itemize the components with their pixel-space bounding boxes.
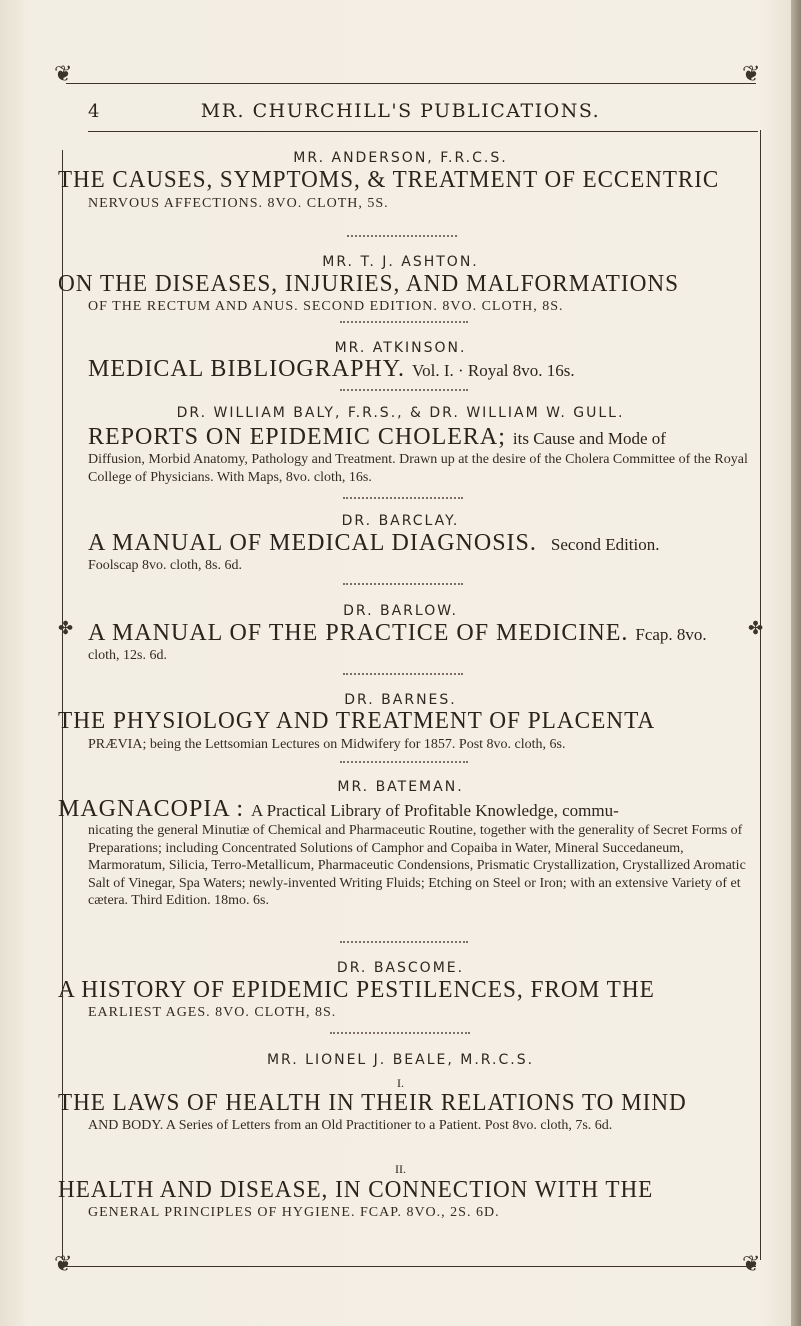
side-ornament-icon: ✤ xyxy=(748,618,764,639)
entry-author: DR. BARCLAY. xyxy=(341,513,460,529)
top-frame-rule xyxy=(66,83,756,84)
entry-author: DR. BASCOME. xyxy=(336,960,465,976)
entry-author: MR. ATKINSON. xyxy=(334,340,467,356)
corner-ornament-icon: ❦ xyxy=(54,62,73,87)
separator-flourish xyxy=(343,670,463,675)
corner-ornament-icon: ❦ xyxy=(742,62,761,87)
entry-author: MR. BATEMAN. xyxy=(337,779,464,795)
corner-ornament-icon: ❦ xyxy=(54,1252,73,1277)
entry-title: REPORTS ON EPIDEMIC CHOLERA; its Cause and Mode of xyxy=(88,424,666,450)
entry-numeral: II. xyxy=(395,1162,406,1176)
entry-title: THE LAWS OF HEALTH IN THEIR RELATIONS TO MIND xyxy=(58,1090,687,1116)
separator-flourish xyxy=(343,580,463,585)
entry-description: OF THE RECTUM AND ANUS. SECOND EDITION. 8VO. CLOTH, 8S. xyxy=(88,299,564,314)
entry-description: nicating the general Minutiæ of Chemical and Pharmaceutic Routine, together with the generality of Secret Forms of Preparations; including Concentrated Solutions of Camphor and Copaiba in Water, Mineral Succedaneum, Marmoratum, Silicia, Terro-Metallicum, Pharmaceutic Condensions, Prismatic Crystallization, Crystallized Aromatic Salt of Vinegar, Spa Waters; newly-invented Writing Fluids; Etching on Steel or Iron; with an extensive Variety of et cætera. Third Edition. 18mo. 6s. xyxy=(88,823,746,908)
entry-title: MEDICAL BIBLIOGRAPHY. Vol. I. · Royal 8vo. 16s. xyxy=(88,356,575,382)
entry-author: MR. T. J. ASHTON. xyxy=(322,254,479,270)
entry-title: A HISTORY OF EPIDEMIC PESTILENCES, FROM THE xyxy=(58,977,655,1003)
separator-flourish xyxy=(340,938,468,943)
entry-title: A MANUAL OF MEDICAL DIAGNOSIS. Second Edition. xyxy=(88,530,660,556)
entry-title: MAGNACOPIA : A Practical Library of Profitable Knowledge, commu- xyxy=(58,796,619,822)
entry-author: DR. BARNES. xyxy=(344,692,457,708)
entry-title: THE CAUSES, SYMPTOMS, & TREATMENT OF ECCENTRIC xyxy=(58,167,720,193)
separator-flourish xyxy=(330,1029,470,1034)
entry-description: cloth, 12s. 6d. xyxy=(88,648,167,663)
side-ornament-icon: ✤ xyxy=(58,618,74,639)
entry-author: MR. ANDERSON, F.R.C.S. xyxy=(293,150,508,166)
corner-ornament-icon: ❦ xyxy=(742,1252,761,1277)
entry-title: THE PHYSIOLOGY AND TREATMENT OF PLACENTA xyxy=(58,708,656,734)
header-rule xyxy=(88,131,758,132)
separator-flourish xyxy=(343,494,463,499)
entry-description: EARLIEST AGES. 8VO. CLOTH, 8S. xyxy=(88,1005,337,1020)
page-number: 4 xyxy=(88,101,100,122)
running-title: MR. CHURCHILL'S PUBLICATIONS. xyxy=(200,100,601,122)
separator-flourish xyxy=(340,758,468,763)
entry-title: ON THE DISEASES, INJURIES, AND MALFORMATIONS xyxy=(58,271,680,297)
separator-flourish xyxy=(340,386,468,391)
entry-author: MR. LIONEL J. BEALE, M.R.C.S. xyxy=(266,1052,535,1068)
entry-author: DR. WILLIAM BALY, F.R.S., & DR. WILLIAM W. GULL. xyxy=(176,405,625,421)
separator-flourish xyxy=(340,318,468,323)
entry-title: HEALTH AND DISEASE, IN CONNECTION WITH THE xyxy=(58,1177,654,1203)
entry-description: Foolscap 8vo. cloth, 8s. 6d. xyxy=(88,558,242,573)
separator-flourish xyxy=(347,232,457,237)
entry-author: DR. BARLOW. xyxy=(343,603,458,619)
entry-description: Diffusion, Morbid Anatomy, Pathology and Treatment. Drawn up at the desire of the Cholera Committee of the Royal College of Physicians. With Maps, 8vo. cloth, 16s. xyxy=(88,452,748,485)
page-edge xyxy=(791,0,801,1326)
entry-description: GENERAL PRINCIPLES OF HYGIENE. FCAP. 8VO., 2S. 6D. xyxy=(88,1205,500,1220)
entry-description: PRÆVIA; being the Lettsomian Lectures on Midwifery for 1857. Post 8vo. cloth, 6s. xyxy=(88,737,566,752)
entry-description: NERVOUS AFFECTIONS. 8VO. CLOTH, 5S. xyxy=(88,196,389,211)
entry-description: AND BODY. A Series of Letters from an Old Practitioner to a Patient. Post 8vo. cloth, 7s. 6d. xyxy=(88,1118,613,1133)
entry-numeral: I. xyxy=(397,1076,404,1090)
entry-title: A MANUAL OF THE PRACTICE OF MEDICINE. Fcap. 8vo. xyxy=(88,620,707,646)
bottom-frame-rule xyxy=(66,1266,756,1267)
